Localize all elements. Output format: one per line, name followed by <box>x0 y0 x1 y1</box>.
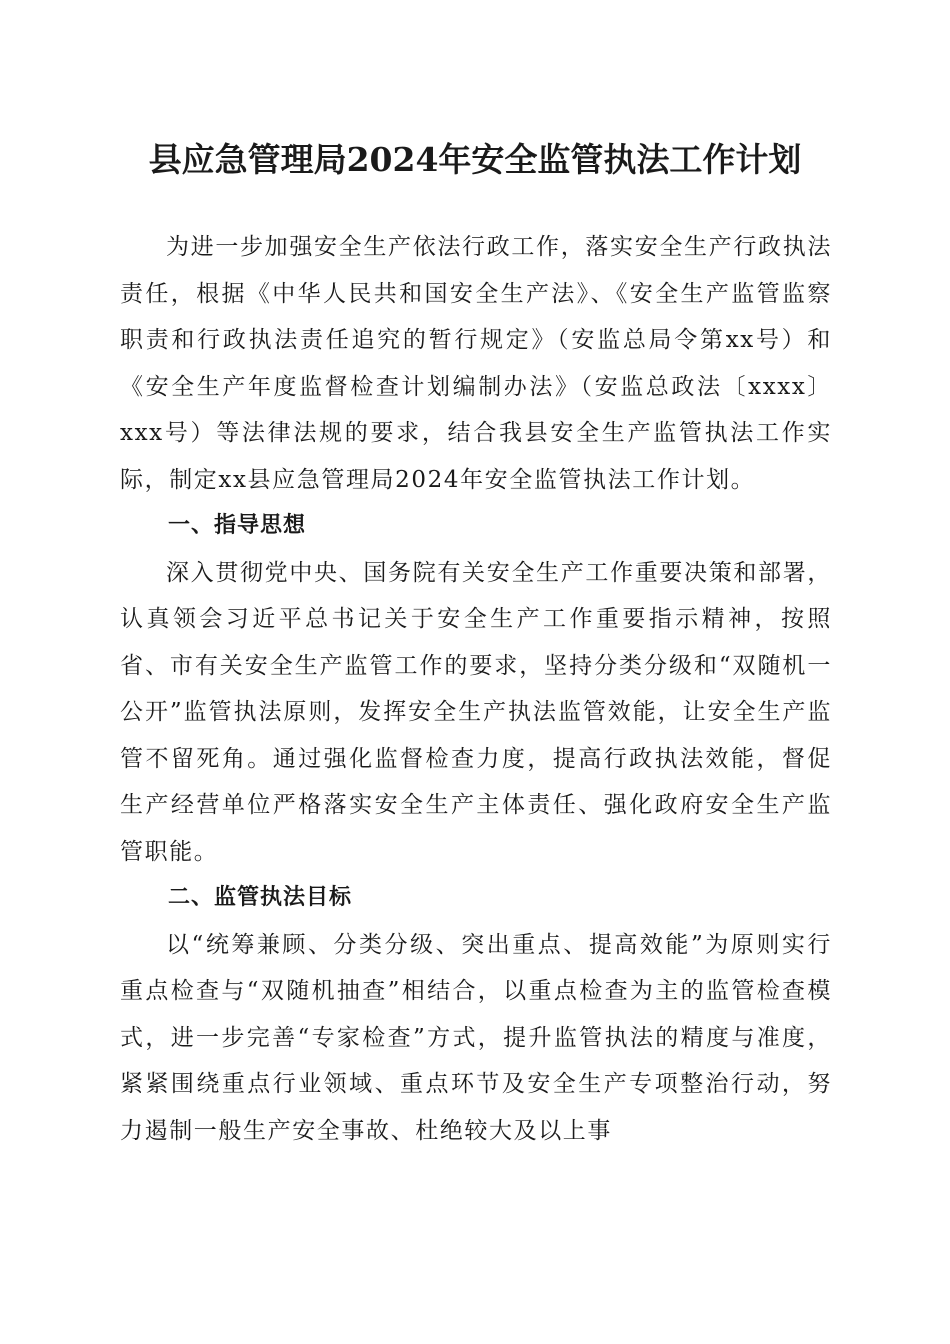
section-heading-guiding-ideology: 一、指导思想 <box>168 513 307 538</box>
intro-paragraph: 为进一步加强安全生产依法行政工作，落实安全生产行政执法责任，根据《中华人民共和国安全生产法》、《安全生产监管监察职责和行政执法责任追究的暂行规定》（安监总局令第xx号）和《安全生产年度监督检查计划编制办法》（安监总政法〔xxxx〕xxx号）等法律法规的要求，结合我县安全生产监管执法工作实际，制定xx县应急管理局2024年安全监管执法工作计划。 <box>120 234 832 493</box>
section-paragraph-guiding-ideology: 深入贯彻党中央、国务院有关安全生产工作重要决策和部署，认真领会习近平总书记关于安全生产工作重要指示精神，按照省、市有关安全生产监管工作的要求，坚持分类分级和“双随机一公开”监管执法原则，发挥安全生产执法监管效能，让安全生产监管不留死角。通过强化监督检查力度，提高行政执法效能，督促生产经营单位严格落实安全生产主体责任、强化政府安全生产监管职能。 <box>120 559 832 865</box>
document-title: 县应急管理局2024年安全监管执法工作计划 <box>148 140 802 179</box>
document-body <box>120 224 832 1154</box>
section-heading-enforcement-goals: 二、监管执法目标 <box>168 885 353 910</box>
section-paragraph-enforcement-goals: 以“统筹兼顾、分类分级、突出重点、提高效能”为原则实行重点检查与“双随机抽查”相结合，以重点检查为主的监管检查模式，进一步完善“专家检查”方式，提升监管执法的精度与准度，紧紧围绕重点行业领域、重点环节及安全生产专项整治行动，努力遏制一般生产安全事故、杜绝较大及以上事 <box>120 931 832 1144</box>
